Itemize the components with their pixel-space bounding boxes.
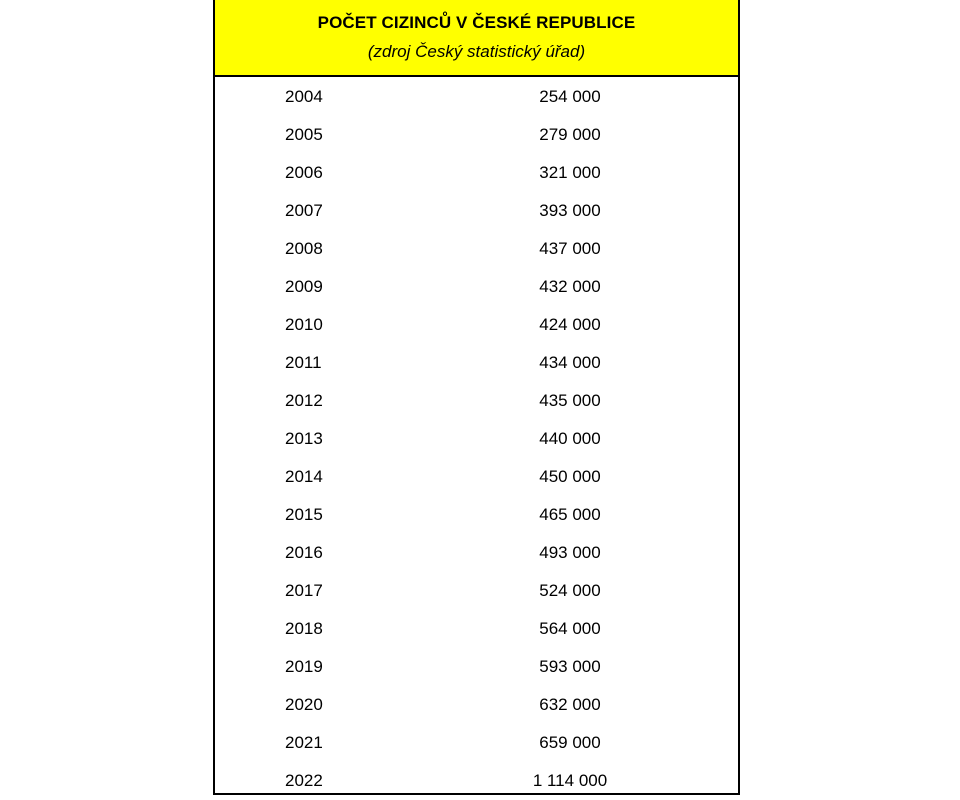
count-cell: 435 000 xyxy=(539,391,601,410)
year-cell: 2008 xyxy=(285,239,323,258)
count-cell: 632 000 xyxy=(539,695,601,714)
year-cell: 2021 xyxy=(285,733,323,752)
table-row xyxy=(215,305,738,343)
year-cell: 2004 xyxy=(285,87,323,106)
count-cell: 524 000 xyxy=(539,581,601,600)
table-source-note: (zdroj Český statistický úřad) xyxy=(367,42,586,61)
table-row xyxy=(215,153,738,191)
count-cell: 1 114 000 xyxy=(532,771,608,790)
count-cell: 593 000 xyxy=(539,657,601,676)
count-cell: 450 000 xyxy=(539,467,601,486)
year-cell: 2015 xyxy=(285,505,323,524)
table-row xyxy=(215,457,738,495)
count-cell: 434 000 xyxy=(539,353,601,372)
table-row xyxy=(215,761,738,799)
table-row xyxy=(215,191,738,229)
count-cell: 279 000 xyxy=(539,125,601,144)
year-cell: 2020 xyxy=(285,695,323,714)
year-cell: 2018 xyxy=(285,619,323,638)
table-body xyxy=(215,77,738,799)
table-row xyxy=(215,419,738,457)
table-row xyxy=(215,609,738,647)
year-cell: 2009 xyxy=(285,277,323,296)
count-cell: 659 000 xyxy=(539,733,601,752)
table-header xyxy=(215,0,738,77)
table-title: POČET CIZINCŮ V ČESKÉ REPUBLICE xyxy=(317,13,636,32)
year-cell: 2019 xyxy=(285,657,323,676)
count-cell: 493 000 xyxy=(539,543,601,562)
year-cell: 2014 xyxy=(285,467,323,486)
table-row xyxy=(215,77,738,115)
count-cell: 432 000 xyxy=(539,277,601,296)
table-row xyxy=(215,533,738,571)
year-cell: 2017 xyxy=(285,581,323,600)
foreigners-table xyxy=(213,0,740,795)
year-cell: 2012 xyxy=(285,391,323,410)
table-row xyxy=(215,229,738,267)
year-cell: 2013 xyxy=(285,429,323,448)
table-row xyxy=(215,723,738,761)
table-row xyxy=(215,685,738,723)
count-cell: 564 000 xyxy=(539,619,601,638)
table-row xyxy=(215,267,738,305)
year-cell: 2011 xyxy=(285,353,322,372)
year-cell: 2005 xyxy=(285,125,323,144)
count-cell: 437 000 xyxy=(539,239,601,258)
table-row xyxy=(215,571,738,609)
count-cell: 321 000 xyxy=(539,163,601,182)
count-cell: 440 000 xyxy=(539,429,601,448)
count-cell: 424 000 xyxy=(539,315,601,334)
year-cell: 2006 xyxy=(285,163,323,182)
table-row xyxy=(215,495,738,533)
table-row xyxy=(215,115,738,153)
table-row xyxy=(215,647,738,685)
table-row xyxy=(215,343,738,381)
year-cell: 2007 xyxy=(285,201,323,220)
year-cell: 2016 xyxy=(285,543,323,562)
count-cell: 254 000 xyxy=(539,87,601,106)
count-cell: 393 000 xyxy=(539,201,601,220)
table-row xyxy=(215,381,738,419)
count-cell: 465 000 xyxy=(539,505,601,524)
year-cell: 2022 xyxy=(285,771,323,790)
year-cell: 2010 xyxy=(285,315,323,334)
